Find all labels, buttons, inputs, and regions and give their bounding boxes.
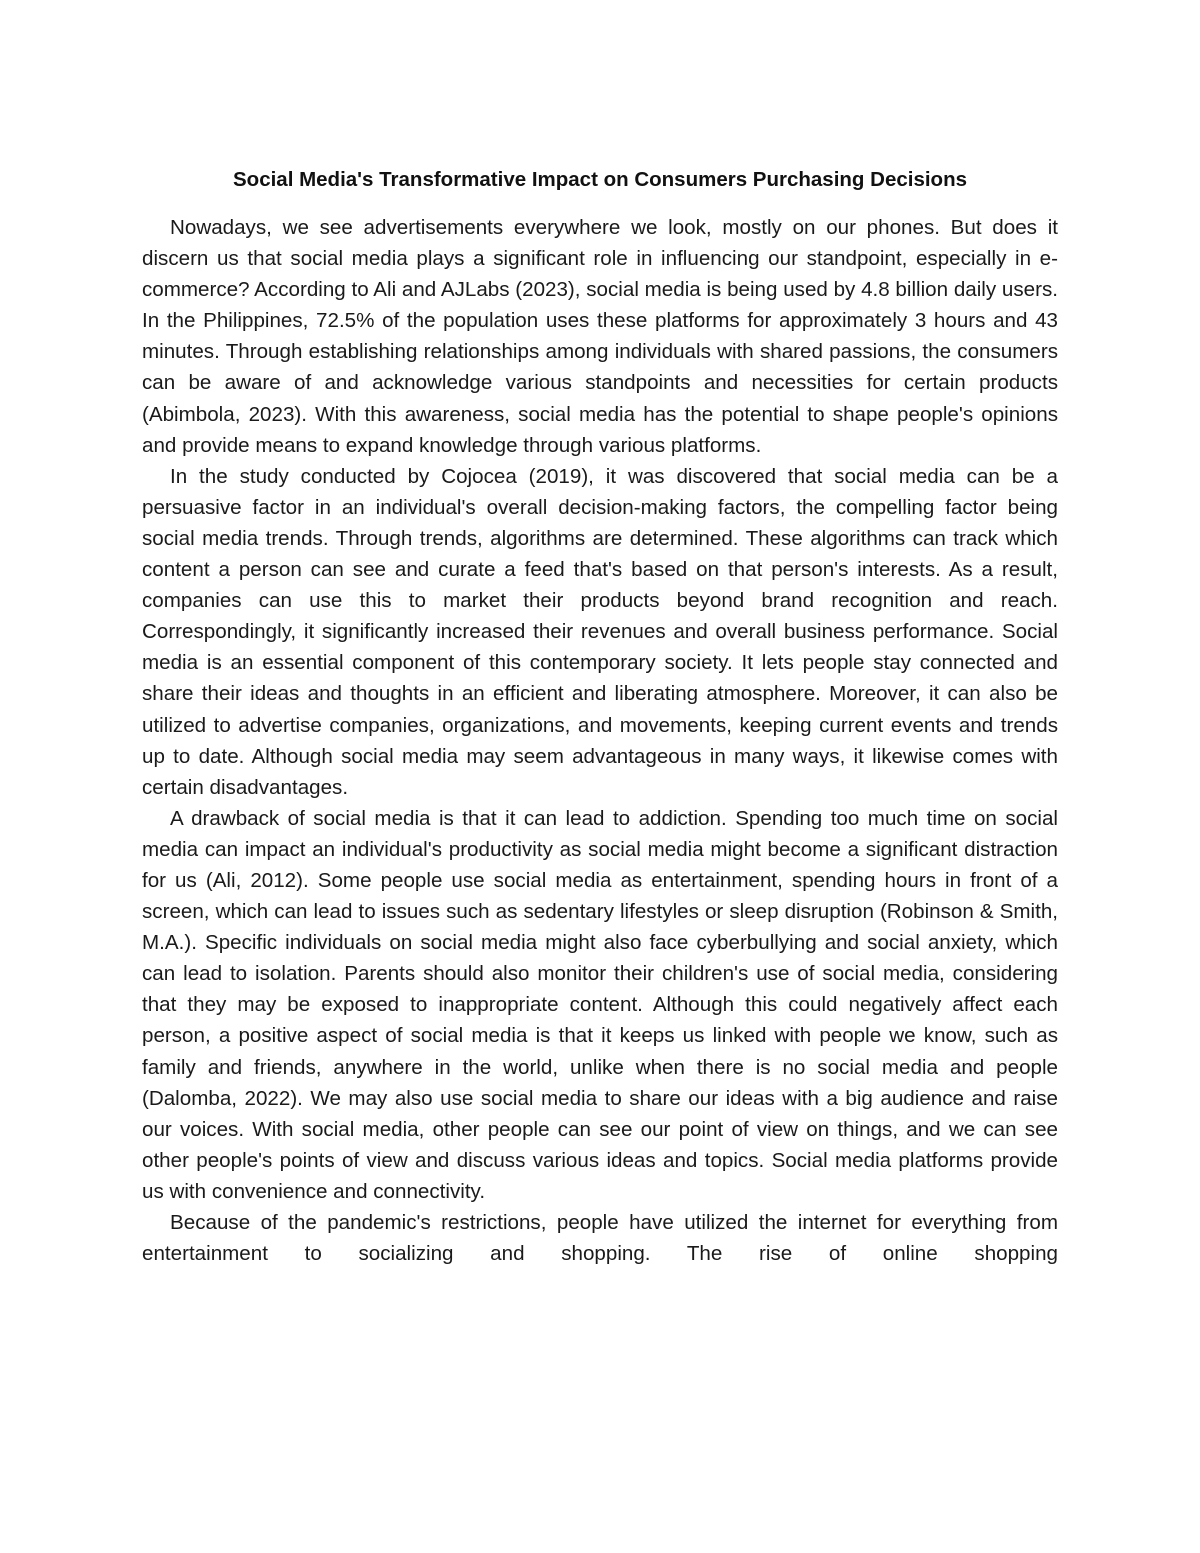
document-title: Social Media's Transformative Impact on Consumers Purchasing Decisions [233,168,967,191]
document-body [142,164,1058,1269]
paragraph-drawbacks: A drawback of social media is that it can lead to addiction. Spending too much time on social media can impact an individual's productivity as social media might become a significant distraction for us (Ali, 2012). Some people use social media as entertainment, spending hours in front of a screen, which can lead to issues such as sedentary lifestyles or sleep disruption (Robinson & Smith, M.A.). Specific individuals on social media might also face cyberbullying and social anxiety, which can lead to isolation. Parents should also monitor their children's use of social media, considering that they may be exposed to inappropriate content. Although this could negatively affect each person, a positive aspect of social media is that it keeps us linked with people we know, such as family and friends, anywhere in the world, unlike when there is no social media and people (Dalomba, 2022). We may also use social media to share our ideas with a big audience and raise our voices. With social media, other people can see our point of view on things, and we can see other people's points of view and discuss various ideas and topics. Social media platforms provide us with convenience and connectivity. [142,806,1058,1203]
paragraph-pandemic: Because of the pandemic's restrictions, people have utilized the internet for everything from entertainment to socializing and shopping. The rise of online shopping [142,1211,1058,1266]
paragraph-intro: Nowadays, we see advertisements everywhere we look, mostly on our phones. But does it discern us that social media plays a significant role in influencing our standpoint, especially in e-commerce? According to Ali and AJLabs (2023), social media is being used by 4.8 billion daily users. In the Philippines, 72.5% of the population uses these platforms for approximately 3 hours and 43 minutes. Through establishing relationships among individuals with shared passions, the consumers can be aware of and acknowledge various standpoints and necessities for certain products (Abimbola, 2023). With this awareness, social media has the potential to shape people's opinions and provide means to expand knowledge through various platforms. [142,216,1058,457]
paragraph-algorithms: In the study conducted by Cojocea (2019), it was discovered that social media can be a persuasive factor in an individual's overall decision-making factors, the compelling factor being social media trends. Through trends, algorithms are determined. These algorithms can track which content a person can see and curate a feed that's based on that person's interests. As a result, companies can use this to market their products beyond brand recognition and reach. Correspondingly, it significantly increased their revenues and overall business performance. Social media is an essential component of this contemporary society. It lets people stay connected and share their ideas and thoughts in an efficient and liberating atmosphere. Moreover, it can also be utilized to advertise companies, organizations, and movements, keeping current events and trends up to date. Although social media may seem advantageous in many ways, it likewise comes with certain disadvantages. [142,464,1058,799]
